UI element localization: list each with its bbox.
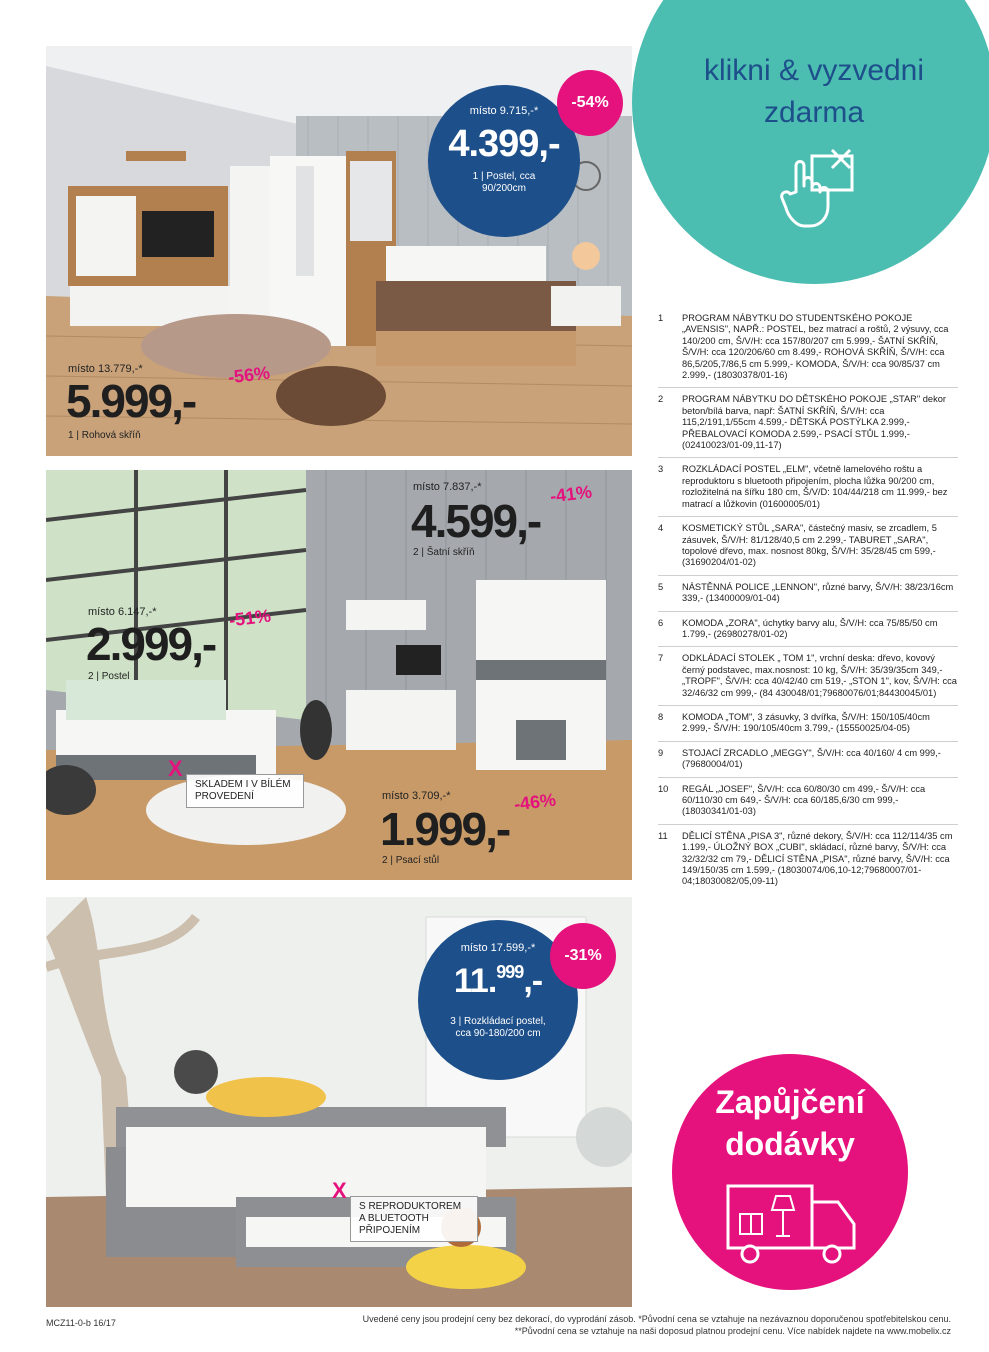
old-price-bed: místo 9.715,-*	[469, 105, 539, 117]
delivery-van-icon	[720, 1180, 860, 1270]
price-kid-bed: 2.999,-	[86, 618, 216, 670]
item-number: 9	[658, 747, 664, 758]
item-text: ROZKLÁDACÍ POSTEL „ELM", včetně lamelového roštu a reproduktoru s bluetooth připojením, plocha lůžka 90/200 cm, rozložitelná na šířku 180 cm, Š/V/D: 104/44/218 cm 11.999,- bez matrací a lůžkovin (01600005/01)	[682, 464, 948, 509]
old-price-corner-wardrobe: místo 13.779,-*	[68, 363, 143, 375]
pickup-line1: klikni & vyzvedni	[703, 54, 925, 87]
item-number: 5	[658, 581, 664, 592]
caption-corner-wardrobe: 1 | Rohová skříň	[68, 430, 141, 441]
discount-kid-bed: -51%	[227, 605, 273, 631]
list-item	[658, 464, 958, 517]
list-item	[658, 831, 958, 894]
discount-wardrobe: -41%	[548, 481, 594, 507]
list-item	[658, 523, 958, 576]
item-number: 2	[658, 394, 664, 405]
x-mark-white: X	[168, 756, 183, 781]
price-desk: 1.999,-	[380, 803, 510, 855]
item-number: 10	[658, 783, 669, 794]
price-sofa-bed-sup: 999	[496, 962, 524, 982]
item-text: REGÁL „JOSEF", Š/V/H: cca 60/80/30 cm 499,- Š/V/H: cca 60/110/30 cm 649,- Š/V/H: cca 60/185,6/30 cm 999,- (18030341/01-03)	[682, 783, 926, 817]
caption-kid-bed: 2 | Postel	[88, 671, 130, 682]
pickup-circle[interactable]	[632, 0, 989, 284]
item-number: 11	[658, 830, 668, 841]
rental-line2: dodávky	[725, 1126, 855, 1162]
photo-kids-room	[46, 470, 632, 880]
price-bed: 4.399,-	[448, 123, 560, 165]
caption-sofa-bed: 3 | Rozkládací postel, cca 90-180/200 cm	[450, 1016, 546, 1039]
rental-line1: Zapůjčení	[715, 1084, 865, 1120]
old-price-wardrobe: místo 7.837,-*	[413, 481, 482, 493]
list-item	[658, 653, 958, 706]
hand-click-icon	[778, 146, 868, 236]
price-sofa-bed-end: ,-	[523, 962, 543, 1000]
old-price-sofa-bed: místo 17.599,-*	[460, 942, 536, 954]
x-mark-bluetooth: X	[332, 1178, 347, 1203]
discount-desk: -46%	[512, 789, 558, 815]
item-number: 4	[658, 523, 664, 534]
item-text: DĚLICÍ STĚNA „PISA 3", různé dekory, Š/V/H: cca 112/114/35 cm 1.199,- ÚLOŽNÝ BOX „CUBI", skládací, různé barvy, Š/V/H: cca 32/32/32 cm 79,- DĚLICÍ STĚNA „PISA", různé barvy, Š/V/H: cca 149/150/35 cm 1.599,- (18030074/06,10-12;79680007/01-04;18030082/05,09-11)	[682, 830, 953, 887]
item-number: 1	[658, 313, 664, 323]
price-sofa-bed-main: 11.	[453, 962, 497, 1000]
item-text: KOSMETICKÝ STŮL „SARA", částečný masiv, se zrcadlem, 5 zásuvek, Š/V/H: 81/128/40,5 cm 2.299,- TABURET „SARA", topolové dřevo, max. nosnost 80kg, Š/V/H: 35/28/45 cm 599,- (31690204/01-02)	[682, 523, 937, 568]
item-number: 3	[658, 464, 664, 475]
note-bluetooth: S REPRODUKTOREM A BLUETOOTH PŘIPOJENÍM	[350, 1196, 478, 1242]
item-text: KOMODA „TOM", 3 zásuvky, 3 dvířka, Š/V/H: 150/105/40cm 2.999,- Š/V/H: 190/105/40cm 3.799,- (15550025/04-05)	[682, 711, 930, 734]
item-number: 6	[658, 617, 664, 628]
van-rental-circle[interactable]	[672, 1054, 908, 1290]
item-number: 7	[658, 653, 664, 664]
pickup-line2: zdarma	[763, 96, 865, 129]
product-descriptions	[658, 313, 958, 900]
item-text: PROGRAM NÁBYTKU DO STUDENTSKÉHO POKOJE „AVENSIS", NAPŘ.: POSTEL, bez matrací a roštů, 2 výsuvy, cca 140/200 cm, Š/V/H: cca 157/80/207 cm 5.999,- ŠATNÍ SKŘÍŇ, Š/V/H: cca 120/206/60 cm 8.499,- ROHOVÁ SKŘÍŇ, Š/V/H: cca 86,5/205,7/86,5 cm 5.999,- KOMODA, Š/V/H: cca 90/85/37 cm 2.999,- (18030378/01-16)	[682, 313, 949, 381]
list-item	[658, 748, 958, 778]
old-price-kid-bed: místo 6.147,-*	[88, 606, 157, 618]
note-white-version: SKLADEM I V BÍLÉM PROVEDENÍ	[186, 774, 304, 808]
discount-corner-wardrobe: -56%	[226, 362, 272, 388]
item-text: KOMODA „ZORA", úchytky barvy alu, Š/V/H: cca 75/85/50 cm 1.799,- (26980278/01-02)	[682, 617, 938, 639]
price-corner-wardrobe: 5.999,-	[66, 375, 196, 427]
item-text: ODKLÁDACÍ STOLEK „ TOM 1", vrchní deska: dřevo, kovový černý podstavec, max.nosnost: 10 kg, Š/V/H: 35/39/35cm 349,- „TROPF", Š/V/H: cca 40/42/40 cm 519,- „STON 1", kov, Š/V/H: cca 32/46/32 cm 999,- (84 430048/01;79680076/01;84430045/01)	[682, 653, 957, 698]
catalog-code: MCZ11-0-b 16/17	[46, 1318, 116, 1328]
item-number: 8	[658, 711, 664, 722]
discount-badge-sofa-bed: -31%	[550, 923, 616, 989]
item-text: STOJACÍ ZRCADLO „MEGGY", Š/V/H: cca 40/160/ 4 cm 999,- (79680004/01)	[682, 747, 941, 770]
list-item	[658, 712, 958, 742]
price-wardrobe: 4.599,-	[411, 495, 541, 547]
disclaimer-line2: **Původní cena se vztahuje na naši doposud platnou prodejní cenu. Více nabídek najdete na www.mobelix.cz	[514, 1326, 951, 1336]
list-item	[658, 582, 958, 612]
discount-badge-bed: -54%	[557, 70, 623, 136]
list-item	[658, 784, 958, 825]
caption-wardrobe: 2 | Šatní skříň	[413, 547, 475, 558]
list-item	[658, 313, 958, 388]
price-disclaimer	[363, 1313, 951, 1337]
caption-desk: 2 | Psací stůl	[382, 855, 440, 866]
disclaimer-line1: Uvedené ceny jsou prodejní ceny bez dekorací, do vyprodání zásob. *Původní cena se vztahuje na nezávaznou doporučenou spotřebitelskou cenu.	[362, 1314, 951, 1324]
old-price-desk: místo 3.709,-*	[382, 790, 451, 802]
item-text: NÁSTĚNNÁ POLICE „LENNON", různé barvy, Š/V/H: 38/23/16cm 339,- (13400009/01-04)	[682, 581, 954, 604]
item-text: PROGRAM NÁBYTKU DO DĚTSKÉHO POKOJE „STAR" dekor beton/bílá barva, např: ŠATNÍ SKŘÍŇ, Š/V/H: cca 115,2/191,1/55cm 4.599,- DĚTSKÁ POSTÝLKA 2.999,- PŘEBALOVACÍ KOMODA 2.599,- PSACÍ STŮL 1.999,- (02410023/01-09,11-17)	[682, 394, 947, 451]
caption-bed: 1 | Postel, cca 90/200cm	[472, 171, 536, 194]
list-item	[658, 394, 958, 458]
list-item	[658, 618, 958, 648]
